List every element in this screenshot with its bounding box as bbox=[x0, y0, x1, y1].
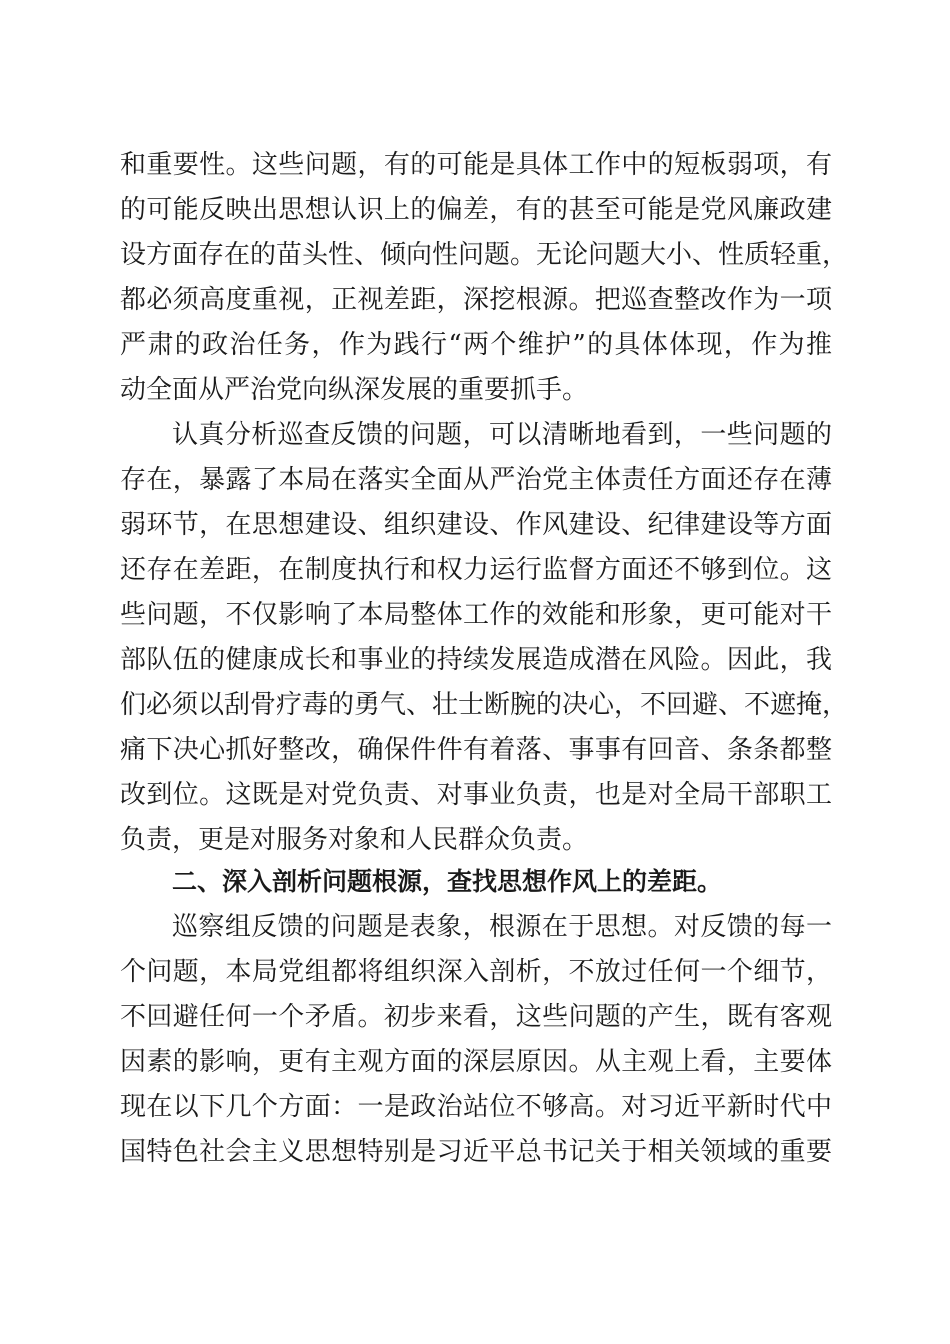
paragraph-2-line-10: 负责，更是对服务对象和人民群众负责。 bbox=[120, 825, 589, 855]
paragraph-1-line-4: 都必须高度重视，正视差距，深挖根源。把巡查整改作为一项 bbox=[120, 285, 832, 315]
paragraph-1-line-1: 和重要性。这些问题，有的可能是具体工作中的短板弱项，有 bbox=[120, 150, 832, 180]
paragraph-3-line-6: 国特色社会主义思想特别是习近平总书记关于相关领域的重要 bbox=[120, 1137, 832, 1167]
paragraph-2-line-2: 存在，暴露了本局在落实全面从严治党主体责任方面还存在薄 bbox=[120, 465, 832, 495]
paragraph-2-line-7: 们必须以刮骨疗毒的勇气、壮士断腕的决心，不回避、不遮掩， bbox=[120, 690, 849, 720]
paragraph-3-line-3: 不回避任何一个矛盾。初步来看，这些问题的产生，既有客观 bbox=[120, 1002, 832, 1032]
paragraph-2-line-9: 改到位。这既是对党负责、对事业负责，也是对全局干部职工 bbox=[120, 780, 832, 810]
paragraph-1-line-5: 严肃的政治任务，作为践行“两个维护”的具体体现，作为推 bbox=[120, 330, 832, 360]
section-heading-2: 二、深入剖析问题根源，查找思想作风上的差距。 bbox=[172, 867, 723, 896]
paragraph-2-line-4: 还存在差距，在制度执行和权力运行监督方面还不够到位。这 bbox=[120, 555, 832, 585]
paragraph-3-line-2: 个问题，本局党组都将组织深入剖析，不放过任何一个细节， bbox=[120, 957, 832, 987]
paragraph-1-line-6: 动全面从严治党向纵深发展的重要抓手。 bbox=[120, 375, 589, 405]
paragraph-2-line-3: 弱环节，在思想建设、组织建设、作风建设、纪律建设等方面 bbox=[120, 510, 832, 540]
paragraph-3-line-1: 巡察组反馈的问题是表象，根源在于思想。对反馈的每一 bbox=[172, 912, 832, 942]
paragraph-2-line-6: 部队伍的健康成长和事业的持续发展造成潜在风险。因此，我 bbox=[120, 645, 832, 675]
paragraph-2-line-8: 痛下决心抓好整改，确保件件有着落、事事有回音、条条都整 bbox=[120, 735, 832, 765]
paragraph-1-line-2: 的可能反映出思想认识上的偏差，有的甚至可能是党风廉政建 bbox=[120, 195, 832, 225]
paragraph-3-line-4: 因素的影响，更有主观方面的深层原因。从主观上看，主要体 bbox=[120, 1047, 832, 1077]
paragraph-1-line-3: 设方面存在的苗头性、倾向性问题。无论问题大小、性质轻重， bbox=[120, 240, 849, 270]
paragraph-2-line-5: 些问题，不仅影响了本局整体工作的效能和形象，更可能对干 bbox=[120, 600, 832, 630]
paragraph-3-line-5: 现在以下几个方面：一是政治站位不够高。对习近平新时代中 bbox=[120, 1092, 832, 1122]
paragraph-2-line-1: 认真分析巡查反馈的问题，可以清晰地看到，一些问题的 bbox=[172, 420, 832, 450]
